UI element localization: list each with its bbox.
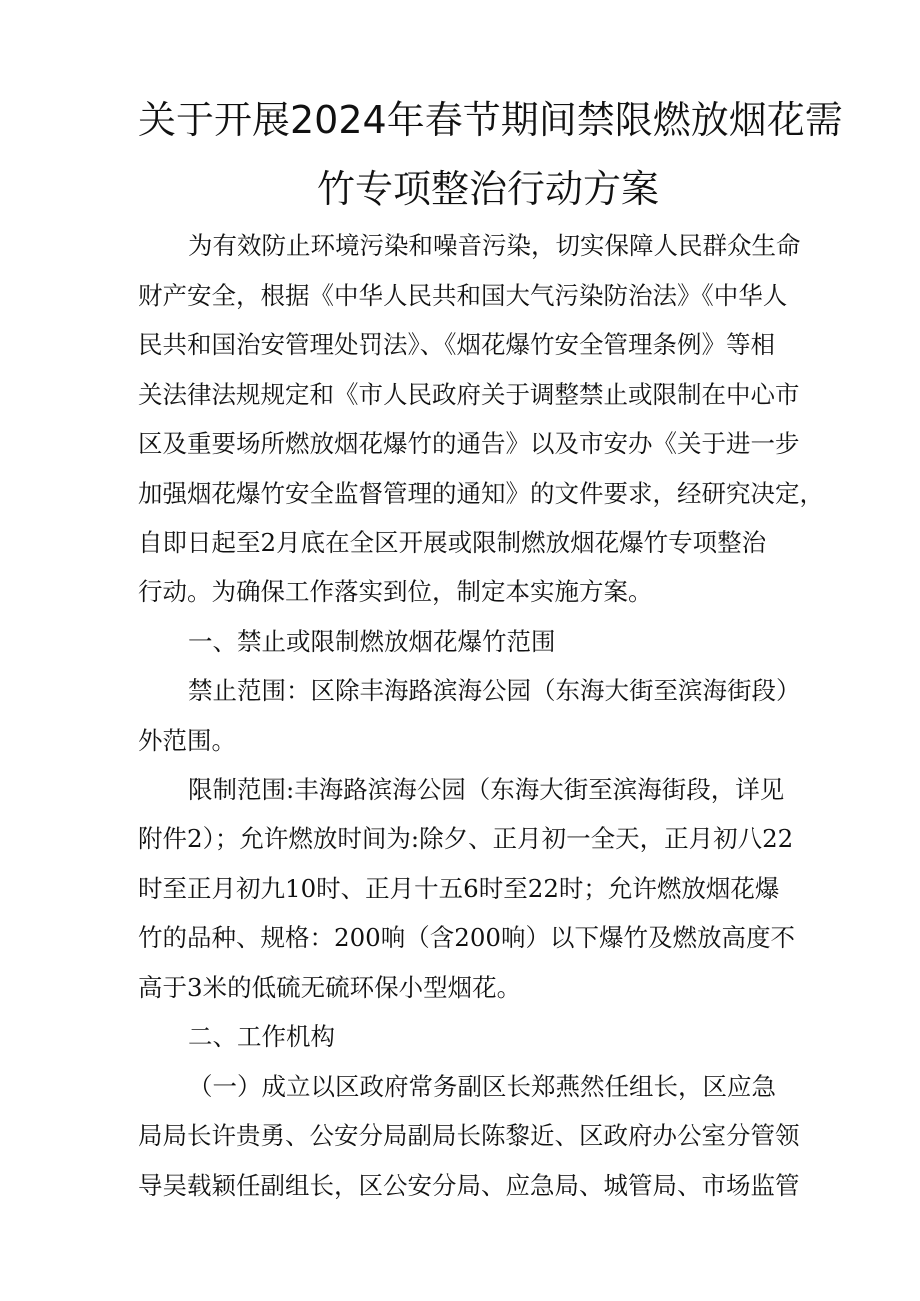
- paragraph-line: 关法律法规规定和《市人民政府关于调整禁止或限制在中心市: [138, 380, 800, 409]
- paragraph-line: 局局长许贵勇、公安分局副局长陈黎近、区政府办公室分管领: [138, 1121, 800, 1150]
- paragraph-line: 区及重要场所燃放烟花爆竹的通告》以及市安办《关于进一步: [138, 429, 800, 458]
- paragraph-line: 竹的品种、规格：200响（含200响）以下爆竹及燃放高度不: [138, 923, 796, 952]
- paragraph-line: 高于3米的低硫无硫环保小型烟花。: [138, 973, 522, 1002]
- paragraph-line: 为有效防止环境污染和噪音污染，切实保障人民群众生命: [188, 231, 801, 260]
- paragraph-line: 自即日起至2月底在全区开展或限制燃放烟花爆竹专项整治: [138, 528, 767, 557]
- paragraph-line: 限制范围:丰海路滨海公园（东海大街至滨海街段，详见: [188, 775, 785, 804]
- paragraph-line: （一）成立以区政府常务副区长郑燕然任组长，区应急: [188, 1072, 776, 1101]
- paragraph-line: 加强烟花爆竹安全监督管理的通知》的文件要求，经研究决定，: [138, 479, 824, 508]
- paragraph-line: 财产安全，根据《中华人民共和国大气污染防治法》《中华人: [138, 281, 788, 310]
- paragraph-line: 导吴载颖任副组长，区公安分局、应急局、城管局、市场监管: [138, 1171, 800, 1200]
- document-title-line-2: 竹专项整治行动方案: [317, 167, 660, 211]
- section-heading: 二、工作机构: [188, 1022, 335, 1051]
- section-heading: 一、禁止或限制燃放烟花爆竹范围: [188, 627, 556, 656]
- paragraph-line: 禁止范围：区除丰海路滨海公园（东海大街至滨海街段）: [188, 676, 801, 705]
- paragraph-line: 时至正月初九10时、正月十五6时至22时；允许燃放烟花爆: [138, 874, 780, 903]
- paragraph-line: 民共和国治安管理处罚法》、《烟花爆竹安全管理条例》等相: [138, 330, 775, 359]
- paragraph-line: 行动。为确保工作落实到位，制定本实施方案。: [138, 577, 653, 606]
- paragraph-line: 附件2）；允许燃放时间为:除夕、正月初一全天，正月初八22: [138, 824, 794, 853]
- document-title-line-1: 关于开展2024年春节期间禁限燃放烟花需: [138, 98, 843, 142]
- paragraph-line: 外范围。: [138, 726, 236, 755]
